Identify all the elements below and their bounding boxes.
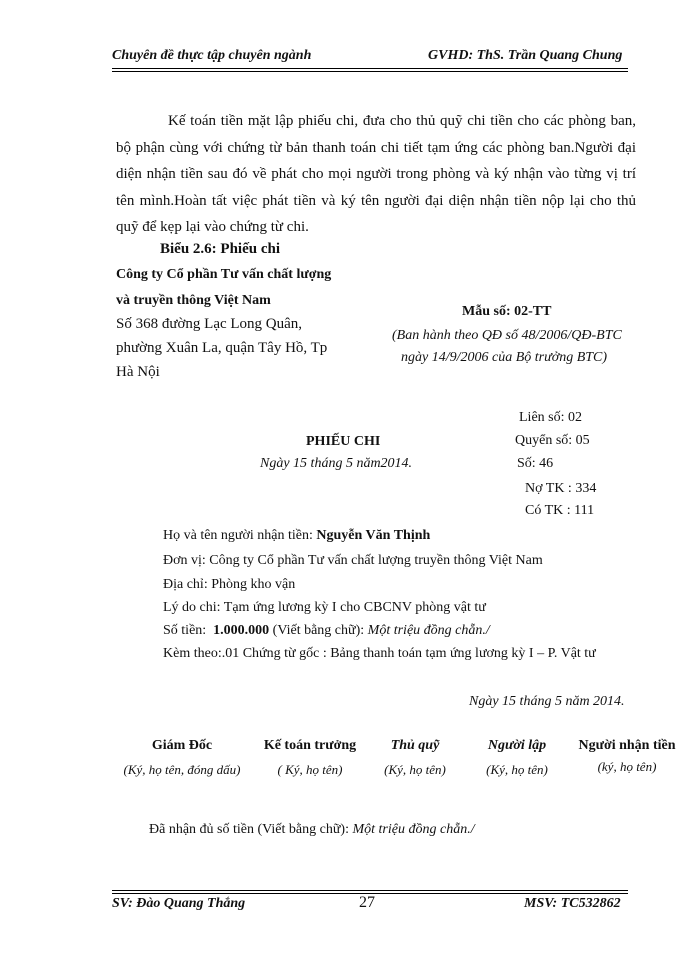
- quyen-so: Quyển số: 05: [515, 433, 590, 448]
- figure-caption: Biểu 2.6: Phiếu chi: [160, 241, 281, 257]
- company-name-1: Công ty Cổ phần Tư vấn chất lượng: [116, 267, 332, 282]
- company-address-3: Hà Nội: [116, 364, 160, 380]
- signature-note-recipient: (ký, họ tên): [597, 759, 657, 774]
- sign-date: Ngày 15 tháng 5 năm 2014.: [469, 694, 625, 709]
- lien-so: Liên số: 02: [519, 410, 582, 425]
- so: Số: 46: [517, 456, 554, 471]
- footer-student: SV: Đào Quang Thắng: [112, 896, 246, 911]
- signature-note-cashier: (Ký, họ tên): [384, 762, 446, 777]
- signature-title-chief-accountant: Kế toán trưởng: [263, 738, 357, 753]
- amount-words-value: Một triệu đồng chẵn./: [367, 623, 490, 638]
- footer-page-number: 27: [359, 894, 375, 911]
- footer-rule: [112, 890, 628, 891]
- intro-paragraph: Kế toán tiền mặt lập phiếu chi, đưa cho thủ quỹ chi tiền cho các phòng ban, bộ phận cùng với chứng từ bản thanh toán chi tiết tạm ứng các phòng ban.Người đại diện nhận tiền sau đó về phát cho mọi người trong phòng và ký nhận vào từng vị trí tên mình.Hoàn tất việc phát tiền và ký tên người đại diện nhận tiền nộp lại cho thủ quỹ để kẹp lại vào chứng từ chi.: [116, 113, 636, 235]
- amount-label: Số tiền:: [163, 623, 207, 638]
- company-address-2: phường Xuân La, quận Tây Hồ, Tp: [116, 340, 328, 356]
- received-line: [149, 822, 475, 838]
- company-name-2: và truyền thông Việt Nam: [116, 293, 271, 308]
- signature-title-preparer: Người lập: [487, 738, 547, 753]
- signature-title-director: Giám Đốc: [151, 738, 213, 753]
- header-rule-2: [112, 71, 628, 72]
- signature-note-director: (Ký, họ tên, đóng dấu): [123, 762, 241, 777]
- signature-note-chief-accountant: ( Ký, họ tên): [277, 762, 343, 777]
- address-line: Địa chỉ: Phòng kho vận: [163, 577, 296, 592]
- form-code-title: Mẫu số: 02-TT: [462, 304, 552, 319]
- amount-words-label: (Viết bằng chữ):: [272, 623, 365, 638]
- company-address-1: Số 368 đường Lạc Long Quân,: [116, 316, 303, 332]
- signature-note-preparer: (Ký, họ tên): [486, 762, 548, 777]
- header-right: GVHD: ThS. Trần Quang Chung: [428, 48, 623, 63]
- no-tk: Nợ TK : 334: [525, 481, 597, 496]
- signature-title-cashier: Thủ quỹ: [390, 738, 440, 753]
- recipient-value: Nguyễn Văn Thịnh: [316, 528, 431, 543]
- received-label: Đã nhận đủ số tiền (Viết bằng chữ):: [149, 822, 349, 837]
- recipient-label: Họ và tên người nhận tiền:: [163, 528, 313, 543]
- amount-line: [163, 623, 490, 639]
- form-code-note-1: (Ban hành theo QĐ số 48/2006/QĐ-BTC: [392, 328, 622, 343]
- footer-student-id: MSV: TC532862: [524, 896, 621, 911]
- co-tk: Có TK : 111: [525, 503, 595, 518]
- received-value: Một triệu đồng chẵn./: [352, 822, 475, 837]
- amount-value: 1.000.000: [213, 623, 270, 638]
- unit-line: Đơn vị: Công ty Cổ phần Tư vấn chất lượng truyền thông Việt Nam: [163, 553, 543, 568]
- signature-title-recipient: Người nhận tiền: [578, 738, 676, 753]
- form-code-note-2: ngày 14/9/2006 của Bộ trưởng BTC): [401, 350, 608, 365]
- recipient-line: [163, 528, 430, 544]
- attachment-line: Kèm theo:.01 Chứng từ gốc : Bảng thanh toán tạm ứng lương kỳ I – P. Vật tư: [163, 646, 596, 661]
- reason-line: Lý do chi: Tạm ứng lương kỳ I cho CBCNV phòng vật tư: [163, 600, 486, 615]
- voucher-title: PHIẾU CHI: [306, 434, 381, 449]
- voucher-date: Ngày 15 tháng 5 năm2014.: [260, 456, 413, 471]
- header-left: Chuyên đề thực tập chuyên ngành: [112, 48, 312, 63]
- header-rule: [112, 68, 628, 69]
